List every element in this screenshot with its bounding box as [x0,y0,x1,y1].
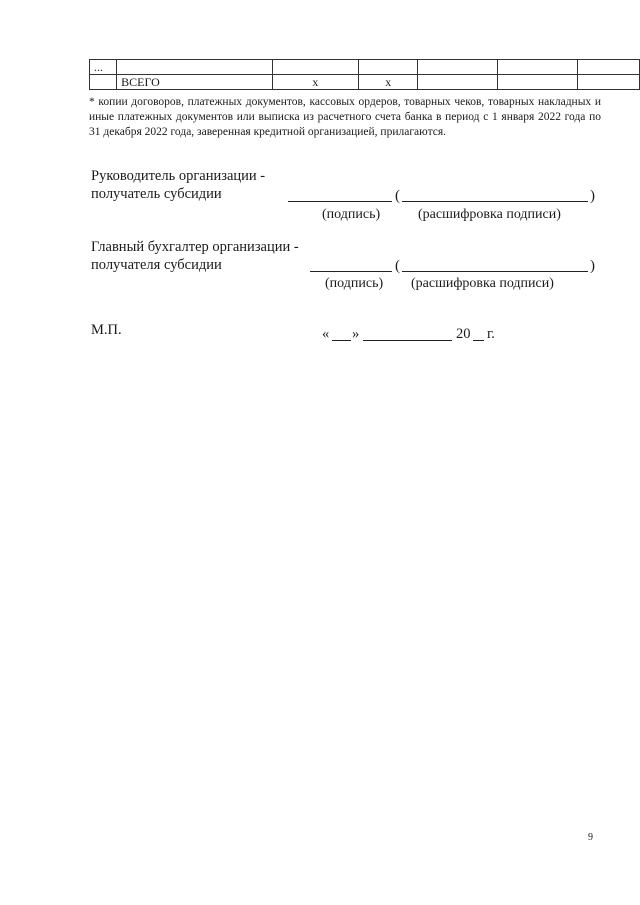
decoding-caption: (расшифровка подписи) [418,207,561,222]
signatory-label-accountant [91,238,299,274]
table-cell: x [272,75,359,90]
close-paren: ) [590,188,595,204]
stamp-place-label: М.П. [91,322,122,338]
open-paren: ( [395,258,400,274]
signatory-title-line1: Руководитель организации - [91,168,266,184]
table-cell [272,60,359,75]
date-day-line [332,340,351,341]
table-cell [359,60,418,75]
signatory-title-line2: получателя субсидии [91,257,222,273]
table-cell [90,75,117,90]
date-close-quote: » [352,326,360,342]
table-cell [497,60,577,75]
table-cell [497,75,577,90]
signature-caption: (подпись) [322,207,381,222]
table-cell [577,60,639,75]
date-open-quote: « [322,326,330,342]
table-cell [418,60,498,75]
open-paren: ( [395,188,400,204]
signatory-label-head [91,167,265,203]
table-cell [117,60,272,75]
table-row [90,60,640,75]
signature-caption: (подпись) [325,276,384,291]
totals-table [89,59,640,90]
date-year-suffix: г. [487,326,495,342]
table-cell: x [359,75,418,90]
table-row-total [90,75,640,90]
decoding-caption: (расшифровка подписи) [411,276,554,291]
date-year-line [473,340,484,341]
table-cell [577,75,639,90]
page-number: 9 [588,832,593,843]
table-cell [418,75,498,90]
table-cell: ... [90,60,117,75]
close-paren: ) [590,258,595,274]
signatory-title-line2: получатель субсидии [91,186,222,202]
footnote: * копии договоров, платежных документов, кассовых ордеров, товарных чеков, товарных накладных и иные платежных документов или выписка из расчетного счета банка в период с 1 января 2022 года по 31 декабря 2022 года, заверенная кредитной организацией, прилагаются. [89,96,601,138]
signature-line [310,271,392,272]
date-year-prefix: 20 [456,326,471,342]
signatory-title-line1: Главный бухгалтер организации - [91,239,299,255]
total-label-cell: ВСЕГО [117,75,272,90]
decoding-line [402,201,588,202]
date-month-line [363,340,452,341]
decoding-line [402,271,588,272]
signature-line [288,201,392,202]
